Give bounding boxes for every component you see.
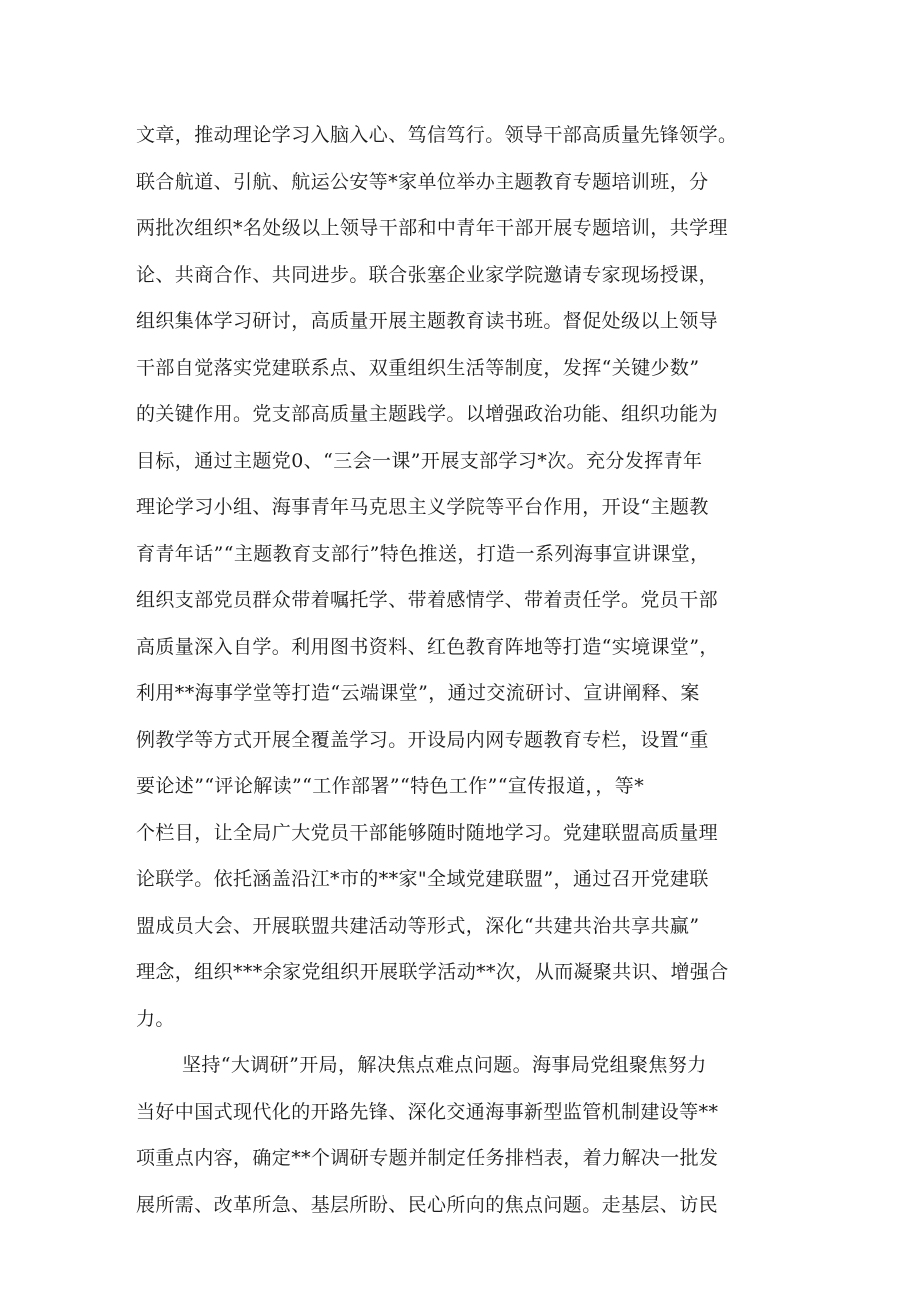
- text-line: 例教学等方式开展全覆盖学习。开设局内网专题教育专栏，设置“重: [136, 728, 709, 751]
- text-line: 组织支部党员群众带着嘱托学、带着感情学、带着责任学。党员干部: [136, 589, 719, 611]
- text-line: 利用**海事学堂等打造“云端课堂”，通过交流研讨、宣讲阐释、案: [136, 682, 700, 704]
- text-line: 要论述”“评论解读”“工作部署”“特色工作”“宣传报道，，等*: [136, 775, 645, 797]
- text-line: 理念，组织***余家党组织开展联学活动**次，从而凝聚共识、增强合: [136, 961, 729, 983]
- text-line: 盟成员大会、开展联盟共建活动等形式，深化“共建共治共享共赢”: [136, 914, 700, 937]
- text-line: 论、共商合作、共同进步。联合张塞企业家学院邀请专家现场授课，: [136, 263, 719, 286]
- text-line: 育青年话”“主题教育支部行”特色推送，打造一系列海事宣讲课堂，: [136, 542, 710, 565]
- text-line: 两批次组织*名处级以上领导干部和中青年干部开展专题培训，共学理: [136, 217, 728, 239]
- text-line: 展所需、改革所急、基层所盼、民心所向的焦点问题。走基层、访民: [136, 1193, 719, 1216]
- paragraph-2: [136, 1042, 796, 1228]
- paragraph-1: [136, 112, 796, 1042]
- text-line: 文章，推动理论学习入脑入心、笃信笃行。领导干部高质量先锋领学。: [136, 124, 738, 146]
- text-line: 高质量深入自学。利用图书资料、红色教育阵地等打造“实境课堂”，: [136, 635, 719, 658]
- text-line: 当好中国式现代化的开路先锋、深化交通海事新型监管机制建设等**: [136, 1100, 719, 1123]
- text-line: 干部自觉落实党建联系点、双重组织生活等制度，发挥“关键少数”: [136, 356, 700, 379]
- text-line: 理论学习小组、海事青年马克思主义学院等平台作用，开设“主题教: [136, 496, 709, 518]
- text-line: 组织集体学习研讨，高质量开展主题教育读书班。督促处级以上领导: [136, 310, 719, 332]
- text-line-indented: 坚持“大调研”开局，解决焦点难点问题。海事局党组聚焦努力: [182, 1054, 707, 1076]
- text-line: 项重点内容，确定**个调研专题并制定任务排档表，着力解决一批发: [136, 1147, 719, 1169]
- text-line: 力。: [136, 1007, 175, 1030]
- text-line: 的关键作用。党支部高质量主题践学。以增强政治功能、组织功能为: [136, 403, 719, 425]
- text-line: 目标，通过主题党0、“三会一课”开展支部学习*次。充分发挥青年: [136, 449, 703, 472]
- text-line: 论联学。依托涵盖沿江*市的**家"全域党建联盟”，通过召开党建联: [136, 868, 709, 890]
- text-line: 个栏目，让全局广大党员干部能够随时随地学习。党建联盟高质量理: [136, 821, 719, 844]
- document-body: [136, 112, 796, 1228]
- text-line: 联合航道、引航、航运公安等*家单位举办主题教育专题培训班，分: [136, 170, 709, 193]
